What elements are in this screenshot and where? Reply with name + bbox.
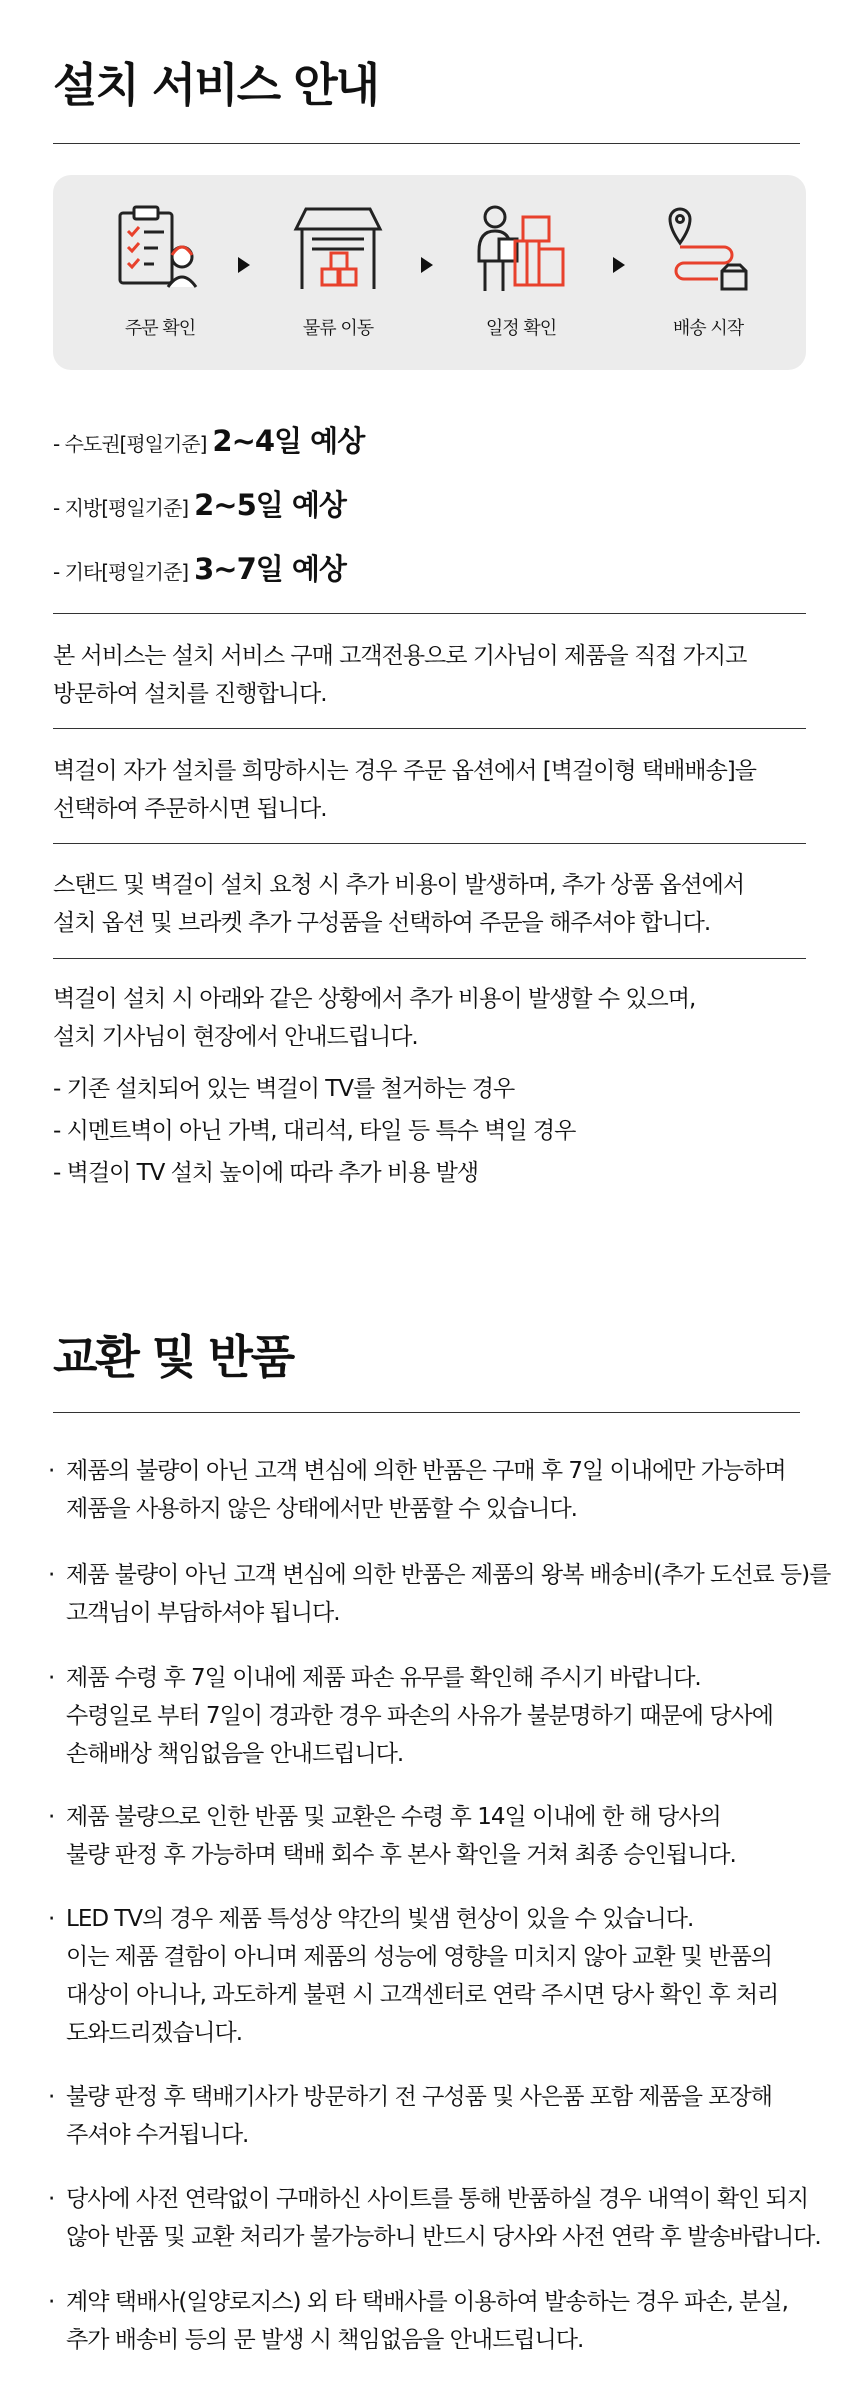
schedule-check-icon [471,199,571,299]
return-notice-item [48,1900,838,2052]
delivery-start-icon [658,199,758,299]
step-order-check-label: 주문 확인 [124,318,196,339]
return-notice-text: 제품 불량으로 인한 반품 및 교환은 수령 후 14일 이내에 한 해 당사의 불량 판정 후 가능하며 택배 회수 후 본사 확인을 거쳐 최종 승인됩니다. [66,1804,736,1868]
bullet-dot: · [48,2289,55,2315]
divider [53,843,806,844]
return-notice-item [48,1798,838,1874]
bullet-dot: · [48,1562,55,1588]
return-notice-text: 제품 수령 후 7일 이내에 제품 파손 유무를 확인해 주시기 바랍니다. 수령일로 부터 7일이 경과한 경우 파손의 사유가 불분명하기 때문에 당사에 손해배상 책임없음을 안내드립니다. [66,1665,773,1767]
shipping-regional-label: - 지방[평일기준] [53,496,189,520]
step-logistics-label: 물류 이동 [302,318,374,339]
shipping-regional [53,483,346,523]
title-divider [53,1412,800,1413]
install-paragraph-4: 벽걸이 설치 시 아래와 같은 상황에서 추가 비용이 발생할 수 있으며, 설치 기사님이 현장에서 안내드립니다. [53,986,696,1050]
install-paragraph-3: 스탠드 및 벽걸이 설치 요청 시 추가 비용이 발생하며, 추가 상품 옵션에서 설치 옵션 및 브라켓 추가 구성품을 선택하여 주문을 해주셔야 합니다. [53,872,745,936]
step-logistics [248,199,408,359]
install-paragraph-2: 벽걸이 자가 설치를 희망하시는 경우 주문 옵션에서 [벽걸이형 택배배송]을 선택하여 주문하시면 됩니다. [53,758,756,822]
return-notice-item [48,2283,838,2359]
bullet-dot: · [48,1804,55,1830]
process-steps-panel [53,175,806,370]
divider [53,958,806,959]
return-notice-text: 계약 택배사(일양로지스) 외 타 택배사를 이용하여 발송하는 경우 파손, 분실, 추가 배송비 등의 문 발생 시 책임없음을 안내드립니다. [66,2289,788,2353]
shipping-other-days: 3~7일 예상 [194,552,346,586]
exchange-return-title: 교환 및 반품 [53,1330,294,1384]
shipping-metro [53,419,364,459]
warehouse-icon [288,199,388,299]
install-service-title: 설치 서비스 안내 [53,58,379,112]
shipping-metro-days: 2~4일 예상 [212,424,365,458]
bullet-dot: · [48,1458,55,1484]
return-notice-item [48,2078,838,2154]
return-notice-item [48,1556,838,1632]
bullet-dot: · [48,2186,55,2212]
shipping-regional-days: 2~5일 예상 [194,488,346,522]
order-check-icon [110,199,210,299]
return-notice-item [48,1659,838,1773]
install-paragraph-1: 본 서비스는 설치 서비스 구매 고객전용으로 기사님이 제품을 직접 가지고 방문하여 설치를 진행합니다. [53,643,747,707]
shipping-other-label: - 기타[평일기준] [53,560,189,584]
shipping-metro-label: - 수도권[평일기준] [53,432,207,456]
return-notice-item [48,1452,838,1528]
step-order-check [70,199,230,359]
extra-cost-item: - 벽걸이 TV 설치 높이에 따라 추가 비용 발생 [53,1160,479,1186]
step-delivery-start-label: 배송 시작 [672,318,744,339]
step-schedule [431,199,591,359]
divider [53,728,806,729]
return-notice-text: 당사에 사전 연락없이 구매하신 사이트를 통해 반품하실 경우 내역이 확인 되지 않아 반품 및 교환 처리가 불가능하니 반드시 당사와 사전 연락 후 발송바랍니다. [66,2186,821,2250]
bullet-dot: · [48,2084,55,2110]
step-delivery-start [618,199,778,359]
bullet-dot: · [48,1665,55,1691]
extra-cost-item: - 시멘트벽이 아닌 가벽, 대리석, 타일 등 특수 벽일 경우 [53,1118,576,1144]
return-notice-text: 불량 판정 후 택배기사가 방문하기 전 구성품 및 사은품 포함 제품을 포장해 주셔야 수거됩니다. [66,2084,772,2148]
return-notice-text: LED TV의 경우 제품 특성상 약간의 빛샘 현상이 있을 수 있습니다. 이는 제품 결함이 아니며 제품의 성능에 영향을 미치지 않아 교환 및 반품의 대상이 아니나, 과도하게 불편 시 고객센터로 연락 주시면 당사 확인 후 처리 도와드리겠습니다. [66,1906,779,2046]
step-schedule-label: 일정 확인 [485,318,557,339]
divider [53,613,806,614]
extra-cost-item: - 기존 설치되어 있는 벽걸이 TV를 철거하는 경우 [53,1076,515,1102]
title-divider [53,143,800,144]
return-notice-text: 제품의 불량이 아닌 고객 변심에 의한 반품은 구매 후 7일 이내에만 가능하며 제품을 사용하지 않은 상태에서만 반품할 수 있습니다. [66,1458,786,1522]
bullet-dot: · [48,1906,55,1932]
shipping-other [53,547,346,587]
return-notice-item [48,2180,838,2256]
return-notice-text: 제품 불량이 아닌 고객 변심에 의한 반품은 제품의 왕복 배송비(추가 도선료 등)를 고객님이 부담하셔야 됩니다. [66,1562,831,1626]
